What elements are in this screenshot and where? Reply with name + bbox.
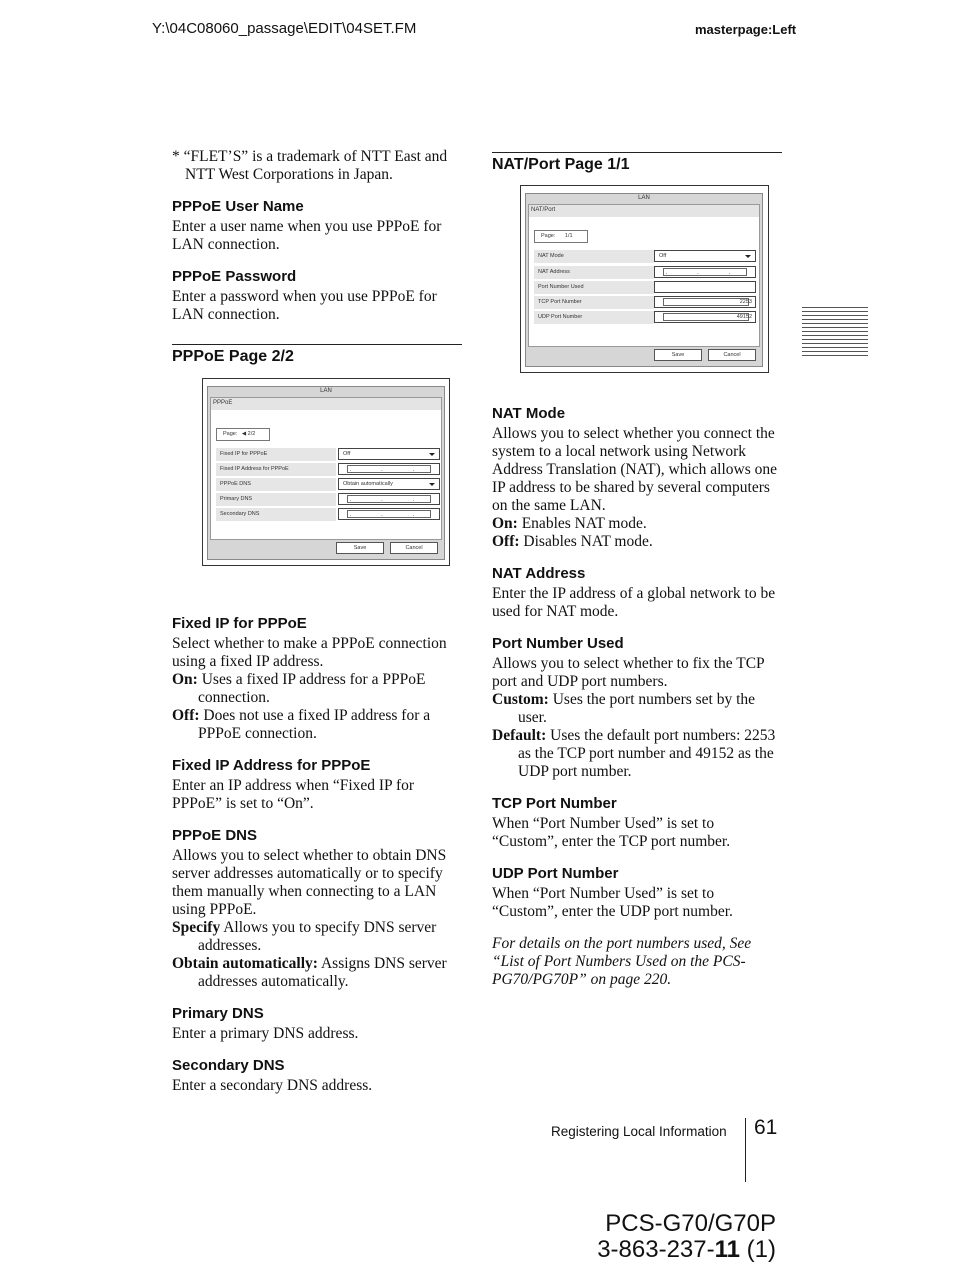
pppoe-dns-heading: PPPoE DNS <box>172 827 258 844</box>
fixed-ip-on-def: On: Uses a fixed IP address for a PPPoE connection. <box>172 671 426 706</box>
nat-page-indicator[interactable]: Page: 1/1 <box>534 230 588 243</box>
fixed-ip-address-input[interactable]: . . . <box>338 463 440 475</box>
secondary-dns-input[interactable]: . . . <box>338 508 440 520</box>
chevron-down-icon <box>429 483 435 486</box>
pppoe-dialog-window-title: LAN <box>320 388 332 394</box>
tcp-port-heading: TCP Port Number <box>492 795 617 812</box>
model-part-number: 3-863-237-11 (1) <box>597 1236 776 1263</box>
fixed-ip-select[interactable]: Off <box>338 448 440 460</box>
tcp-port-text: When “Port Number Used” is set to “Custom”, enter the TCP port number. <box>492 815 731 850</box>
nat-row-label-0: NAT Mode <box>534 250 654 263</box>
model-name: PCS-G70/G70P <box>605 1210 776 1237</box>
pppoe-password-heading: PPPoE Password <box>172 268 297 285</box>
file-path: Y:\04C08060_passage\EDIT\04SET.FM <box>152 20 417 37</box>
port-default-def: Default: Uses the default port numbers: 2253 as the TCP port number and 49152 as the UDP port number. <box>492 727 776 780</box>
nat-mode-on-def: On: Enables NAT mode. <box>492 515 647 532</box>
pppoe-dialog-panel <box>210 397 442 540</box>
secondary-dns-text: Enter a secondary DNS address. <box>172 1077 373 1094</box>
trademark-footnote: * “FLET’S” is a trademark of NTT East and NTT West Corporations in Japan. <box>172 148 448 183</box>
nat-address-input[interactable]: . . . <box>654 266 756 278</box>
nat-mode-heading: NAT Mode <box>492 405 566 422</box>
nat-row-label-4: UDP Port Number <box>534 311 654 324</box>
pppoe-row-label-3: Primary DNS <box>216 493 336 506</box>
udp-port-heading: UDP Port Number <box>492 865 619 882</box>
pppoe-row-label-1: Fixed IP Address for PPPoE <box>216 463 336 476</box>
nat-dialog-heading: NAT/Port <box>531 207 556 213</box>
nat-dialog-window-title: LAN <box>638 195 650 201</box>
pppoe-dialog <box>202 378 450 566</box>
nat-save-button[interactable]: Save <box>654 349 702 361</box>
nat-row-label-3: TCP Port Number <box>534 296 654 309</box>
secondary-dns-heading: Secondary DNS <box>172 1057 285 1074</box>
footer-divider <box>745 1118 746 1182</box>
fixed-ip-text: Select whether to make a PPPoE connection using a fixed IP address. <box>172 635 447 670</box>
nat-mode-off-def: Off: Disables NAT mode. <box>492 533 653 550</box>
fixed-ip-address-heading: Fixed IP Address for PPPoE <box>172 757 371 774</box>
nat-dialog <box>520 185 769 373</box>
chevron-down-icon <box>429 453 435 456</box>
primary-dns-heading: Primary DNS <box>172 1005 264 1022</box>
fixed-ip-heading: Fixed IP for PPPoE <box>172 615 307 632</box>
port-number-used-text: Allows you to select whether to fix the TCP port and UDP port numbers. <box>492 655 765 690</box>
pppoe-dns-select[interactable]: Obtain automatically <box>338 478 440 490</box>
pppoe-dns-obtain-def: Obtain automatically: Assigns DNS server addresses automatically. <box>172 955 447 990</box>
pppoe-dns-text: Allows you to select whether to obtain DNS server addresses automatically or to specify them manually when connecting to a LAN using PPPoE. <box>172 847 447 918</box>
port-list-reference-note: For details on the port numbers used, See “List of Port Numbers Used on the PCS-PG70/PG70P” on page 220. <box>492 935 752 988</box>
nat-port-section-title: NAT/Port Page 1/1 <box>492 152 782 175</box>
tcp-port-input[interactable]: 2253 <box>654 296 756 308</box>
chevron-down-icon <box>745 255 751 258</box>
udp-port-text: When “Port Number Used” is set to “Custom”, enter the UDP port number. <box>492 885 733 920</box>
port-number-used-select[interactable] <box>654 281 756 293</box>
nat-address-heading: NAT Address <box>492 565 586 582</box>
nat-row-label-1: NAT Address <box>534 266 654 279</box>
nat-dialog-panel <box>528 204 760 347</box>
pppoe-user-name-text: Enter a user name when you use PPPoE for LAN connection. <box>172 218 442 253</box>
model-block <box>597 1211 776 1263</box>
pppoe-dialog-heading: PPPoE <box>213 400 233 406</box>
udp-port-input[interactable]: 49152 <box>654 311 756 323</box>
left-column <box>172 148 462 1095</box>
nat-mode-text: Allows you to select whether you connect the system to a local network using Network Address Translation (NAT), which allows one IP address to be shared by several computers on the same LAN. <box>492 425 778 514</box>
page-prev-icon[interactable]: ◀ <box>241 431 247 437</box>
primary-dns-text: Enter a primary DNS address. <box>172 1025 359 1042</box>
page-number: 61 <box>754 1116 778 1139</box>
masterpage-label: masterpage:Left <box>695 22 797 37</box>
pppoe-row-label-4: Secondary DNS <box>216 508 336 521</box>
fixed-ip-off-def: Off: Does not use a fixed IP address for a PPPoE connection. <box>172 707 431 742</box>
pppoe-row-label-0: Fixed IP for PPPoE <box>216 448 336 461</box>
pppoe-dns-specify-def: Specify Allows you to specify DNS server addresses. <box>172 919 437 954</box>
pppoe-page-indicator[interactable]: Page: ◀ 2/2 <box>216 428 270 441</box>
primary-dns-input[interactable]: . . . <box>338 493 440 505</box>
pppoe-row-label-2: PPPoE DNS <box>216 478 336 491</box>
pppoe-user-name-heading: PPPoE User Name <box>172 198 304 215</box>
port-custom-def: Custom: Uses the port numbers set by the user. <box>492 691 756 726</box>
pppoe-page-section-title: PPPoE Page 2/2 <box>172 344 462 367</box>
pppoe-password-text: Enter a password when you use PPPoE for LAN connection. <box>172 288 437 323</box>
nat-address-text: Enter the IP address of a global network to be used for NAT mode. <box>492 585 776 620</box>
fixed-ip-address-text: Enter an IP address when “Fixed IP for PPPoE” is set to “On”. <box>172 777 415 812</box>
port-number-used-heading: Port Number Used <box>492 635 624 652</box>
pppoe-save-button[interactable]: Save <box>336 542 384 554</box>
section-thumb-tab <box>802 304 868 356</box>
nat-row-label-2: Port Number Used <box>534 281 654 294</box>
footer-section-label: Registering Local Information <box>551 1124 727 1139</box>
pppoe-cancel-button[interactable]: Cancel <box>390 542 438 554</box>
nat-mode-select[interactable]: Off <box>654 250 756 262</box>
nat-cancel-button[interactable]: Cancel <box>708 349 756 361</box>
